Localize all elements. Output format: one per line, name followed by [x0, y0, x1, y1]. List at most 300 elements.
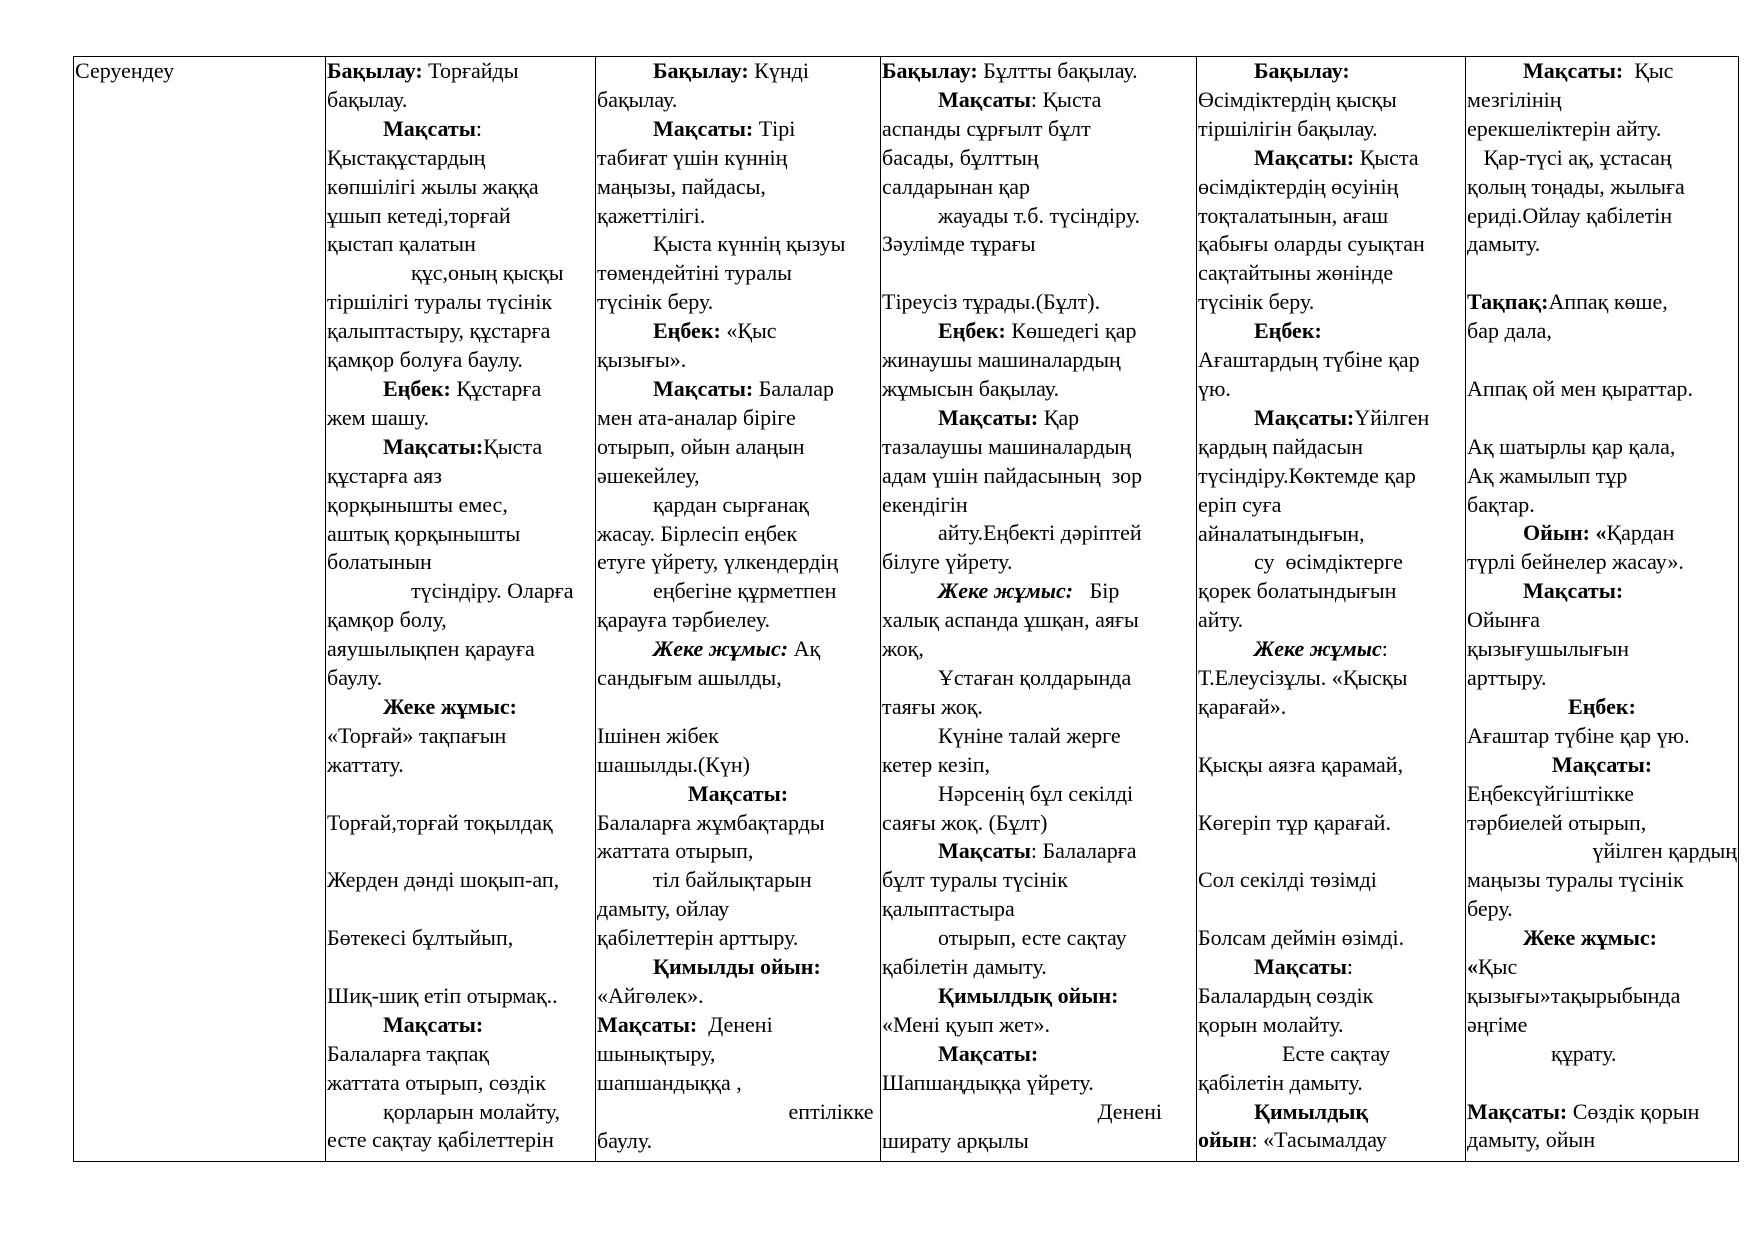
line-text: құрату.	[1551, 1040, 1617, 1066]
line-text: түсінік беру.	[597, 289, 714, 315]
line-text: Бұлтты бақылау.	[977, 58, 1138, 83]
line-text: Күнді	[748, 58, 809, 83]
line-text: қардың пайдасын	[1198, 433, 1363, 459]
text-line	[882, 1127, 1195, 1156]
line-text: бақтар.	[1467, 491, 1535, 517]
text-line	[597, 375, 879, 404]
text-line	[1198, 866, 1464, 895]
text-line	[327, 953, 594, 982]
text-line	[597, 924, 879, 953]
line-text: білуге үйрету.	[882, 549, 1013, 575]
text-line	[597, 751, 879, 780]
text-line	[327, 230, 594, 259]
line-text: : Балаларға	[1030, 838, 1137, 864]
text-line	[597, 606, 879, 635]
line-text: отырып, ойын алаңын	[597, 433, 805, 459]
column-5-cell	[1466, 57, 1739, 1162]
text-line	[327, 1011, 594, 1040]
bold-label: Қимылды ойын:	[653, 954, 821, 980]
line-text: қызығы».	[597, 347, 687, 373]
text-line	[1198, 1098, 1464, 1127]
line-text: еріп суға	[1198, 491, 1282, 517]
text-line	[882, 982, 1195, 1011]
text-line	[327, 751, 594, 780]
line-text: қарағай».	[1198, 693, 1287, 719]
text-line	[1198, 202, 1464, 231]
bold-label: Мақсаты:	[653, 115, 754, 141]
text-line	[597, 317, 879, 346]
bold-label: Еңбек:	[653, 318, 721, 344]
text-line	[1198, 404, 1464, 433]
text-line	[1198, 433, 1464, 462]
text-line	[882, 144, 1195, 173]
bold-label: Мақсаты:	[938, 1040, 1039, 1066]
text-line	[1467, 982, 1737, 1011]
text-line	[1467, 462, 1737, 491]
line-text: қалыптастыру, құстарға	[327, 318, 551, 344]
bold-label: Бақылау:	[1254, 58, 1350, 83]
line-text: қабілетін дамыту.	[1198, 1069, 1363, 1095]
line-text: Үйілген	[1354, 404, 1430, 430]
line-text: Көгеріп тұр қарағай.	[1198, 809, 1391, 835]
text-line	[1198, 809, 1464, 838]
text-line	[1467, 115, 1737, 144]
text-line	[1467, 519, 1737, 548]
text-line	[1198, 346, 1464, 375]
line-text: су өсімдіктерге	[1254, 549, 1403, 575]
text-line	[597, 664, 879, 693]
text-line	[882, 693, 1195, 722]
text-line	[1198, 1040, 1464, 1069]
line-text: ширату арқылы	[882, 1127, 1029, 1153]
line-text: арттыру.	[1467, 664, 1547, 690]
line-text: дамыту, ойлау	[597, 896, 730, 922]
line-text: жинаушы машиналардың	[882, 347, 1121, 373]
text-line	[327, 317, 594, 346]
text-line	[1467, 953, 1737, 982]
line-text: Өсімдіктердің қысқы	[1198, 86, 1397, 112]
line-text: басады, бұлттың	[882, 144, 1039, 170]
text-line	[1198, 548, 1464, 577]
text-line	[882, 722, 1195, 751]
text-line	[882, 837, 1195, 866]
line-text: маңызы, пайдасы,	[597, 173, 766, 199]
text-line	[597, 57, 879, 86]
line-text: Балаларға тақпақ	[327, 1040, 490, 1066]
line-text: Ойынға	[1467, 607, 1541, 633]
text-line	[1467, 780, 1737, 809]
line-text: дамыту.	[1467, 231, 1541, 257]
line-text: жауады т.б. түсіндіру.	[938, 202, 1141, 228]
text-line	[1198, 230, 1464, 259]
line-text: салдарынан қар	[882, 173, 1030, 199]
text-line	[1467, 751, 1737, 780]
text-line	[597, 1127, 879, 1156]
text-line	[1198, 317, 1464, 346]
text-line	[1467, 259, 1737, 288]
column-4-cell	[1197, 57, 1466, 1162]
text-line	[597, 346, 879, 375]
text-line	[882, 375, 1195, 404]
text-line	[1198, 606, 1464, 635]
line-text: Ақ	[788, 636, 821, 662]
text-line	[1467, 1126, 1737, 1155]
line-text: Тірі	[753, 115, 796, 141]
text-line	[327, 982, 594, 1011]
text-line	[327, 144, 594, 173]
line-text: Тіреусіз тұрады.(Бұлт).	[882, 289, 1101, 315]
text-line	[327, 924, 594, 953]
line-text: тоқталатынын, ағаш	[1198, 202, 1389, 228]
text-line	[1198, 924, 1464, 953]
line-text: Есте сақтау	[1282, 1040, 1391, 1066]
row-label: Серуендеу	[75, 58, 175, 83]
line-text: Ағаштардың түбіне қар	[1198, 347, 1420, 373]
line-text: үю.	[1198, 375, 1231, 401]
text-line	[327, 577, 594, 606]
line-text: саяғы жоқ. (Бұлт)	[882, 809, 1048, 835]
line-text: айналатындығын,	[1198, 520, 1365, 546]
line-text: Қыстақұстардың	[327, 144, 486, 170]
text-line	[327, 259, 594, 288]
bold-label: Мақсаты:	[687, 780, 789, 806]
text-line	[882, 519, 1195, 548]
line-text: қорларын молайту,	[383, 1098, 560, 1124]
text-line	[1198, 780, 1464, 809]
text-line	[327, 780, 594, 809]
text-line	[1467, 809, 1737, 838]
text-line	[882, 895, 1195, 924]
line-text: Шапшаңдыққа үйрету.	[882, 1069, 1094, 1095]
text-line	[327, 404, 594, 433]
line-text: кетер кезіп,	[882, 751, 991, 777]
line-text: сақтайтыны жөнінде	[1198, 260, 1394, 286]
line-text: Ағаштар түбіне қар үю.	[1467, 722, 1690, 748]
line-text: «Айгөлек».	[597, 982, 704, 1008]
line-text: Көшедегі қар	[1005, 318, 1137, 344]
bold-label: Мақсаты:	[1254, 404, 1355, 430]
text-line	[1467, 866, 1737, 895]
text-line	[597, 433, 879, 462]
line-text: жұмысын бақылау.	[882, 375, 1060, 401]
text-line	[1467, 433, 1737, 462]
line-text: Ішінен жібек	[597, 722, 719, 748]
text-line	[882, 86, 1195, 115]
text-line	[882, 433, 1195, 462]
bold-label: Мақсаты:	[1523, 578, 1624, 604]
text-line	[597, 1011, 879, 1040]
text-line	[1467, 895, 1737, 924]
line-text: Зәулімде тұрағы	[882, 231, 1036, 257]
bold-label: Мақсаты	[1254, 954, 1347, 980]
text-line	[1467, 491, 1737, 520]
text-line	[597, 866, 879, 895]
line-text: болатынын	[327, 549, 432, 575]
line-text: мен ата-аналар біріге	[597, 404, 796, 430]
text-line	[882, 577, 1195, 606]
bold-label: Мақсаты:	[1467, 1098, 1568, 1124]
text-line	[1198, 751, 1464, 780]
bold-italic-label: Жеке жұмыс	[1254, 636, 1382, 662]
text-line	[597, 202, 879, 231]
bold-label: Мақсаты:	[1523, 58, 1624, 83]
bold-label: Қимылдық	[1254, 1098, 1369, 1124]
text-line	[1198, 375, 1464, 404]
text-line	[882, 809, 1195, 838]
line-text: Сол секілді төзімді	[1198, 867, 1377, 893]
bold-label: Мақсаты:	[653, 375, 754, 401]
text-line	[327, 462, 594, 491]
line-text: жаттата отырып, сөздік	[327, 1069, 546, 1095]
line-text: Бөтекесі бұлтыйып,	[327, 925, 514, 951]
line-text: қамқор болу,	[327, 607, 447, 633]
bold-label: Тақпақ:	[1467, 289, 1549, 315]
text-line	[1198, 635, 1464, 664]
text-line	[882, 491, 1195, 520]
bold-label: Еңбек:	[938, 318, 1006, 344]
line-text: қарауға тәрбиелеу.	[597, 607, 770, 633]
text-line	[1467, 86, 1737, 115]
text-line	[1467, 57, 1737, 86]
line-text: Қыс	[1478, 954, 1518, 980]
line-text: түсінік беру.	[1198, 289, 1315, 315]
text-line	[1198, 577, 1464, 606]
line-text: бұлт туралы түсінік	[882, 867, 1068, 893]
text-line	[882, 953, 1195, 982]
line-text: тіршілігі туралы түсінік	[327, 289, 553, 315]
line-text: ерекшеліктерін айту.	[1467, 115, 1662, 141]
text-line	[882, 317, 1195, 346]
text-line	[1198, 1011, 1464, 1040]
line-text: қорек болатындығын	[1198, 578, 1397, 604]
text-line	[882, 635, 1195, 664]
text-line	[327, 375, 594, 404]
line-text: табиғат үшін күннің	[597, 144, 788, 170]
line-text: жем шашу.	[327, 404, 430, 430]
line-text: отырып, есте сақтау	[938, 925, 1127, 951]
bold-italic-label: Жеке жұмыс:	[653, 636, 789, 662]
text-line	[882, 57, 1195, 86]
line-text: жоқ,	[882, 636, 924, 662]
line-text: ериді.Ойлау қабілетін	[1467, 202, 1673, 228]
text-line	[327, 664, 594, 693]
text-line	[327, 693, 594, 722]
text-line	[1198, 664, 1464, 693]
line-text: маңызы туралы түсінік	[1467, 867, 1684, 893]
text-line	[882, 924, 1195, 953]
bold-label: Мақсаты	[938, 86, 1031, 112]
line-text: Балалардың сөздік	[1198, 982, 1374, 1008]
line-text: Қысқы аязға қарамай,	[1198, 751, 1404, 777]
text-line	[597, 837, 879, 866]
bold-label: Мақсаты:	[597, 1011, 698, 1037]
text-line	[597, 809, 879, 838]
line-text: ептілікке	[788, 1098, 879, 1124]
text-line	[1467, 346, 1737, 375]
text-line	[327, 491, 594, 520]
text-line	[327, 722, 594, 751]
text-line	[597, 1040, 879, 1069]
line-text: Балалар	[753, 375, 834, 401]
line-text: құс,оның қысқы	[411, 260, 564, 286]
text-line	[327, 1040, 594, 1069]
text-line	[882, 404, 1195, 433]
text-line	[1467, 1040, 1737, 1069]
text-line	[1198, 1069, 1464, 1098]
text-line	[1467, 144, 1737, 173]
line-text: көпшілігі жылы жаққа	[327, 173, 539, 199]
text-line	[882, 173, 1195, 202]
bold-label: Мақсаты	[938, 838, 1031, 864]
line-text: :	[475, 115, 483, 141]
text-line	[1467, 577, 1737, 606]
text-line	[597, 115, 879, 144]
line-text: :	[1346, 954, 1354, 980]
text-line	[882, 1040, 1195, 1069]
text-line	[882, 1011, 1195, 1040]
text-line	[327, 1126, 594, 1155]
line-text: баулу.	[327, 665, 383, 691]
text-line	[882, 259, 1195, 288]
text-line	[597, 693, 879, 722]
text-line	[1467, 837, 1737, 866]
text-line	[327, 606, 594, 635]
text-line	[882, 1069, 1195, 1098]
text-line	[882, 866, 1195, 895]
line-text: Торғай,торғай тоқылдақ	[327, 809, 553, 835]
line-text: Қыста	[483, 433, 543, 459]
line-text: аспанды сұрғылт бұлт	[882, 115, 1091, 141]
line-text: таяғы жоқ.	[882, 693, 983, 719]
text-line	[1467, 693, 1737, 722]
text-line	[327, 86, 594, 115]
text-line	[1467, 202, 1737, 231]
text-line	[597, 491, 879, 520]
line-text: «Мені қуып жет».	[882, 1011, 1050, 1037]
text-line	[882, 780, 1195, 809]
line-text: қабығы оларды суықтан	[1198, 231, 1425, 257]
line-text: Қар-түсі ақ, ұстасаң	[1467, 144, 1672, 170]
table-row	[74, 57, 1739, 1162]
line-text: жаттата отырып,	[597, 838, 754, 864]
line-text: Қыста	[1354, 144, 1419, 170]
line-text: Балаларға жұмбақтарды	[597, 809, 825, 835]
text-line	[327, 202, 594, 231]
line-text: мезгілінің	[1467, 86, 1562, 112]
text-line	[597, 1098, 879, 1127]
line-text: құстарға аяз	[327, 462, 442, 488]
plan-table	[73, 56, 1739, 1162]
line-text: Ақ шатырлы қар қала,	[1467, 433, 1676, 459]
text-line	[1467, 722, 1737, 751]
bold-label: Мақсаты:	[1254, 144, 1355, 170]
text-line	[1198, 57, 1464, 86]
line-text: қамқор болуға баулу.	[327, 347, 523, 373]
line-text: : «Тасымалдау	[1251, 1127, 1387, 1153]
bold-label: Ойын: «	[1523, 520, 1607, 546]
text-line	[1198, 953, 1464, 982]
text-line	[597, 520, 879, 549]
line-text: Денені	[697, 1011, 773, 1037]
line-text: айту.	[1198, 607, 1244, 633]
line-text: қолың тоңады, жылыға	[1467, 173, 1685, 199]
text-line	[882, 664, 1195, 693]
line-text: жаттату.	[327, 751, 404, 777]
line-text: тазалаушы машиналардың	[882, 433, 1132, 459]
text-line	[597, 404, 879, 433]
bold-label: Бақылау:	[653, 58, 749, 83]
text-line	[1198, 259, 1464, 288]
text-line	[1198, 895, 1464, 924]
text-line	[1198, 982, 1464, 1011]
text-line	[1467, 404, 1737, 433]
text-line	[1467, 635, 1737, 664]
text-line	[1198, 86, 1464, 115]
text-line	[882, 1098, 1195, 1127]
line-text: қорын молайту.	[1198, 1011, 1344, 1037]
text-line	[1198, 722, 1464, 751]
text-line	[882, 548, 1195, 577]
text-line	[882, 115, 1195, 144]
line-text: төмендейтіні туралы	[597, 260, 792, 286]
line-text: бар дала,	[1467, 318, 1552, 344]
line-text: екендігін	[882, 491, 968, 517]
line-text: тәрбиелей отырып,	[1467, 809, 1647, 835]
text-line	[327, 809, 594, 838]
text-line	[1198, 115, 1464, 144]
column-1-cell	[326, 57, 596, 1162]
bold-label: Еңбек:	[383, 375, 451, 401]
line-text: Бір	[1073, 578, 1120, 604]
line-text: бақылау.	[327, 86, 408, 112]
bold-label: Мақсаты:	[1551, 751, 1653, 777]
text-line	[597, 895, 879, 924]
text-line	[327, 115, 594, 144]
text-line	[1467, 375, 1737, 404]
line-text: Қыс	[1623, 58, 1674, 83]
text-line	[327, 837, 594, 866]
text-line	[1198, 173, 1464, 202]
line-text: Еңбексүйгіштікке	[1467, 780, 1634, 806]
line-text: қызығушылығын	[1467, 636, 1630, 662]
text-line	[1198, 520, 1464, 549]
text-line	[882, 288, 1195, 317]
text-line	[1467, 548, 1737, 577]
line-text: Қардан	[1606, 520, 1675, 546]
bold-label: Мақсаты:	[383, 1011, 484, 1037]
line-text: еңбегіне құрметпен	[653, 578, 837, 604]
line-text: әшекейлеу,	[597, 462, 700, 488]
text-line	[1198, 144, 1464, 173]
text-line	[597, 982, 879, 1011]
line-text: Т.Елеусізұлы. «Қысқы	[1198, 665, 1408, 691]
text-line	[327, 895, 594, 924]
line-text: қабілетін дамыту.	[882, 954, 1047, 980]
line-text: Болсам деймін өзімді.	[1198, 925, 1405, 951]
bold-label: Мақсаты:	[383, 433, 484, 459]
column-3-cell	[881, 57, 1197, 1162]
line-text: баулу.	[597, 1127, 653, 1153]
line-text: Күніне талай жерге	[938, 722, 1121, 748]
line-text: «Торғай» тақпағын	[327, 722, 507, 748]
line-text: қызығы»тақырыбында	[1467, 982, 1681, 1008]
line-text: Жерден дәнді шоқып-ап,	[327, 867, 560, 893]
line-text: аштық қорқынышты	[327, 520, 521, 546]
line-text: Ақ жамылып тұр	[1467, 462, 1628, 488]
text-line	[1198, 1126, 1464, 1155]
line-text: ұшып кетеді,торғай	[327, 202, 511, 228]
text-line	[882, 462, 1195, 491]
